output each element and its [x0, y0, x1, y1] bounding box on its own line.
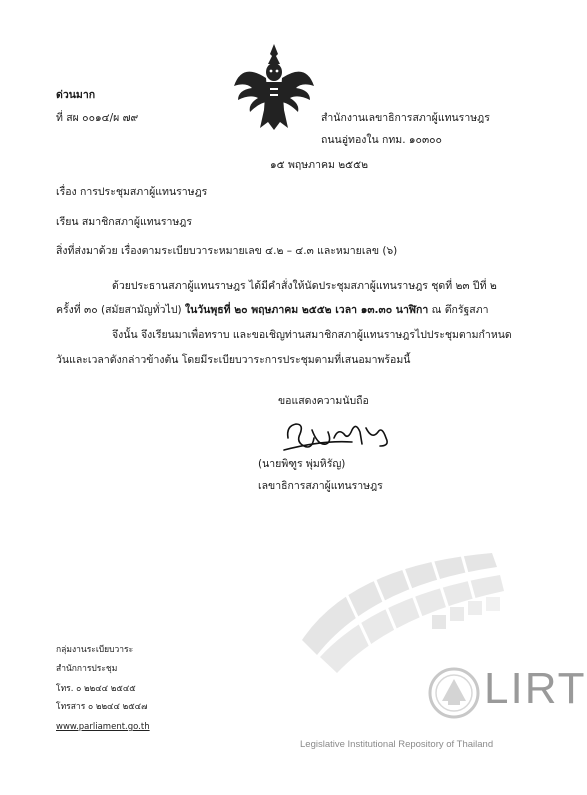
meeting-number: ครั้งที่ ๓๐ (สมัยสามัญทั่วไป): [56, 304, 185, 316]
meeting-datetime: ในวันพุธที่ ๒๐ พฤษภาคม ๒๕๕๒ เวลา ๑๓.๓๐ นาฬิกา: [184, 304, 429, 316]
footer-telephone: โทร. ๐ ๒๒๔๔ ๒๕๔๕: [56, 684, 136, 694]
footer-fax: โทรสาร ๐ ๒๒๔๔ ๒๕๔๗: [56, 702, 148, 712]
lirt-watermark-logo: LIRT: [484, 664, 587, 713]
footer-division: สำนักการประชุม: [56, 664, 118, 674]
meeting-venue: ณ ตึกรัฐสภา: [428, 304, 489, 316]
body-paragraph-2-line-2: วันและเวลาดังกล่าวข้างต้น โดยมีระเบียบวาระการประชุมตามที่เสนอมาพร้อมนี้: [56, 354, 411, 366]
repository-watermark-graphic: [282, 545, 512, 680]
subject-line: เรื่อง การประชุมสภาผู้แทนราษฎร: [56, 186, 208, 198]
signer-name: (นายพิฑูร พุ่มหิรัญ): [258, 458, 346, 470]
footer-website-link[interactable]: www.parliament.go.th: [56, 722, 150, 732]
garuda-emblem-icon: [232, 42, 316, 132]
signer-position: เลขาธิการสภาผู้แทนราษฎร: [258, 480, 383, 492]
enclosure-line: สิ่งที่ส่งมาด้วย เรื่องตามระเบียบวาระหมายเลข ๔.๒ – ๔.๓ และหมายเลข (๖): [56, 245, 398, 257]
reference-number: ที่ สผ ๐๐๑๔/ผ ๗๙: [56, 112, 139, 124]
body-paragraph-1-line-2: [56, 304, 489, 317]
document-date: ๑๕ พฤษภาคม ๒๕๕๒: [270, 159, 368, 171]
closing-salutation: ขอแสดงความนับถือ: [278, 395, 369, 407]
body-paragraph-1-line-1: ด้วยประธานสภาผู้แทนราษฎร ได้มีคำสั่งให้นัดประชุมสภาผู้แทนราษฎร ชุดที่ ๒๓ ปีที่ ๒: [112, 280, 497, 292]
body-paragraph-2-line-1: จึงนั้น จึงเรียนมาเพื่อทราบ และขอเชิญท่านสมาชิกสภาผู้แทนราษฎรไปประชุมตามกำหนด: [112, 329, 512, 341]
handwritten-signature: [282, 416, 394, 456]
urgency-label: ด่วนมาก: [56, 89, 96, 101]
footer-department: กลุ่มงานระเบียบวาระ: [56, 645, 134, 655]
office-name: สำนักงานเลขาธิการสภาผู้แทนราษฎร: [321, 112, 490, 124]
office-address: ถนนอู่ทองใน กทม. ๑๐๓๐๐: [321, 134, 442, 146]
parliament-seal-icon: [428, 665, 480, 719]
recipient-line: เรียน สมาชิกสภาผู้แทนราษฎร: [56, 216, 192, 228]
lirt-watermark-subtitle: Legislative Institutional Repository of Thailand: [300, 739, 494, 750]
